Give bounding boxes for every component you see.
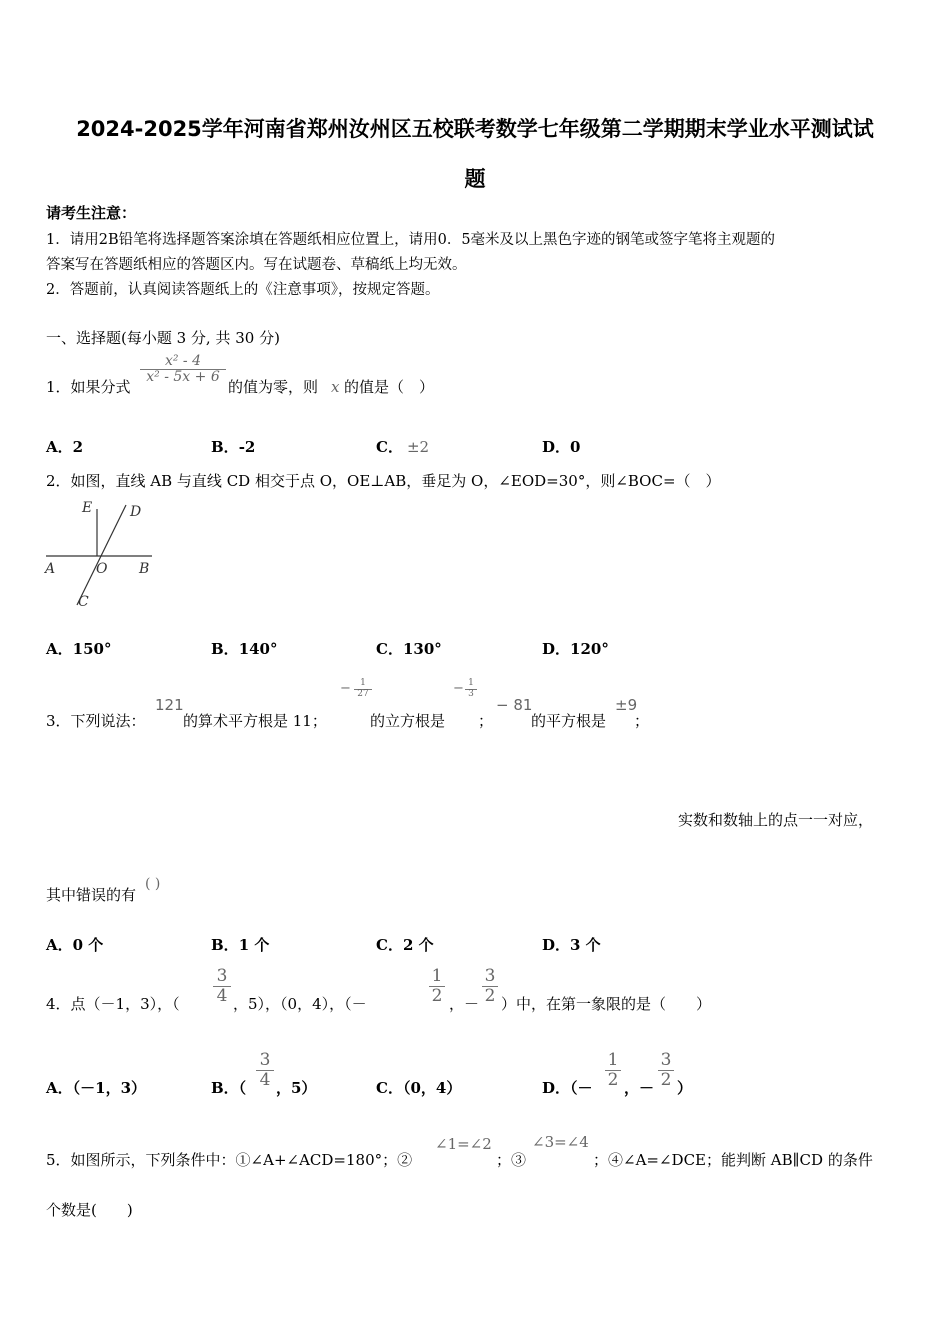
option-value: 0 个	[72, 936, 104, 954]
option-text: A．（－1，3）	[46, 1079, 147, 1097]
q3-pm9: ±9	[615, 696, 638, 714]
frac-den: 2	[660, 1069, 672, 1090]
q3-option-d[interactable]	[542, 934, 601, 955]
option-text-pre: B．（	[211, 1079, 247, 1097]
section-heading: 一、选择题(每小题 3 分, 共 30 分)	[46, 329, 280, 347]
q3-f2-sign: −	[453, 681, 464, 696]
option-label: C．	[376, 936, 403, 954]
q2-figure	[40, 495, 160, 615]
q4-option-d-post	[677, 1077, 692, 1098]
frac-den: 2	[431, 985, 443, 1006]
notice-item1-line1: 1．请用2B铅笔将选择题答案涂填在答题纸相应位置上，请用0．5毫米及以上黑色字迹的钢笔或签字笔将主观题的	[46, 232, 776, 248]
q2-option-c[interactable]	[376, 638, 442, 659]
option-value: 140°	[238, 640, 278, 658]
frac-num: 1	[607, 1050, 619, 1070]
q3-option-a[interactable]	[46, 934, 103, 955]
q1-suffix: 的值是（ ）	[344, 378, 435, 396]
q3-semicolon: ；	[478, 712, 494, 730]
label-c: C	[78, 594, 89, 610]
q4-part2: ，5），（0，4），（－	[233, 995, 367, 1013]
q4-option-b-fraction	[256, 1051, 274, 1089]
q5-cond3: ∠3=∠4	[532, 1133, 589, 1151]
frac-den: 4	[259, 1069, 271, 1090]
frac-den: 2	[484, 985, 496, 1006]
q4-option-d-fraction-1	[605, 1051, 621, 1089]
option-text: C．（0，4）	[376, 1079, 462, 1097]
option-text-mid: ，－	[624, 1079, 655, 1097]
option-label: A．	[46, 438, 73, 456]
option-label: A．	[46, 640, 73, 658]
q2-option-a[interactable]	[46, 638, 111, 659]
option-label: B．	[211, 438, 239, 456]
frac-num: 3	[216, 966, 228, 986]
label-b: B	[139, 561, 150, 577]
q3-semicolon-2: ；	[634, 712, 650, 730]
q1-frac-num: x² - 4	[164, 353, 202, 369]
option-value: 130°	[402, 640, 442, 658]
option-value: 150°	[72, 640, 112, 658]
option-label: C．	[376, 438, 403, 456]
notice-heading: 请考生注意：	[46, 204, 137, 222]
q1-option-c[interactable]	[376, 436, 429, 457]
q3-f1-sign: −	[340, 681, 351, 696]
q5-part2: ；③	[496, 1151, 527, 1169]
q1-mid: 的值为零，则	[228, 378, 319, 396]
frac-num: 1	[360, 678, 366, 688]
q4-fraction-1-2	[429, 967, 445, 1005]
q3-option-c[interactable]	[376, 934, 434, 955]
q2-stem: 2．如图，直线 AB 与直线 CD 相交于点 O，OE⊥AB，垂足为 O，∠EOD=30°，则∠BOC=（ ）	[46, 472, 721, 490]
frac-den: 3	[468, 688, 474, 699]
frac-den: 27	[357, 688, 369, 699]
q4-fraction-3-2	[482, 967, 498, 1005]
q3-line3: 其中错误的有	[46, 886, 137, 904]
option-value: ±2	[406, 438, 430, 456]
q4-part3: ，－	[449, 995, 480, 1013]
q1-option-a[interactable]	[46, 436, 83, 457]
q3-num-neg81: − 81	[496, 696, 533, 714]
notice-item1-line2: 答案写在答题纸相应的答题区内。写在试题卷、草稿纸上均无效。	[46, 257, 467, 273]
exam-title-line2: 题	[464, 167, 486, 191]
frac-num: 3	[484, 966, 496, 986]
option-label: B．	[211, 936, 239, 954]
frac-num: 1	[468, 678, 474, 688]
option-label: A．	[46, 936, 73, 954]
label-e: E	[82, 500, 93, 516]
q4-option-d-mid	[624, 1077, 654, 1098]
q4-option-d-fraction-2	[658, 1051, 674, 1089]
option-label: D．	[542, 438, 571, 456]
q4-option-d[interactable]	[542, 1077, 593, 1098]
option-label: C．	[376, 640, 403, 658]
option-label: D．	[542, 936, 571, 954]
q4-option-b[interactable]	[211, 1077, 246, 1098]
option-value: -2	[238, 438, 256, 456]
q3-paren: ( )	[145, 876, 161, 892]
q3-num-121: 121	[155, 696, 184, 714]
option-label: D．	[542, 640, 571, 658]
q1-fraction	[140, 354, 226, 386]
q1-option-d[interactable]	[542, 436, 580, 457]
option-label: B．	[211, 640, 239, 658]
option-text-post: ，5）	[276, 1079, 317, 1097]
option-value: 1 个	[238, 936, 270, 954]
q5-line2: 个数是( )	[46, 1201, 133, 1219]
frac-num: 3	[259, 1050, 271, 1070]
option-text-post: ）	[677, 1079, 693, 1097]
q3-fraction-1-27	[354, 679, 372, 700]
notice-item2: 2．答题前，认真阅读答题纸上的《注意事项》，按规定答题。	[46, 282, 440, 298]
q1-option-b[interactable]	[211, 436, 255, 457]
q2-option-d[interactable]	[542, 638, 609, 659]
q3-line2: 实数和数轴上的点一一对应，	[678, 811, 874, 829]
frac-den: 2	[607, 1069, 619, 1090]
q2-option-b[interactable]	[211, 638, 278, 659]
q3-text2: 的立方根是	[370, 712, 446, 730]
q1-frac-den: x² - 5x + 6	[146, 369, 220, 386]
q1-prefix: 1．如果分式	[46, 378, 131, 396]
option-value: 2	[72, 438, 84, 456]
q3-option-b[interactable]	[211, 934, 269, 955]
frac-num: 3	[660, 1050, 672, 1070]
q3-text1: 的算术平方根是 11；	[183, 712, 327, 730]
frac-den: 4	[216, 985, 228, 1006]
frac-num: 1	[431, 966, 443, 986]
label-o: O	[96, 561, 108, 577]
option-value: 3 个	[570, 936, 601, 954]
q1-var: x	[331, 378, 340, 396]
label-d: D	[130, 504, 142, 520]
q4-option-c[interactable]	[376, 1077, 461, 1098]
option-text-pre: D．（－	[542, 1079, 593, 1097]
exam-title-line1: 2024-2025学年河南省郑州汝州区五校联考数学七年级第二学期期末学业水平测试试	[76, 117, 874, 141]
q4-part1: 4．点（－1，3），（	[46, 995, 180, 1013]
q3-prefix: 3．下列说法：	[46, 712, 146, 730]
q4-option-b-post	[276, 1077, 316, 1098]
label-a: A	[45, 561, 56, 577]
q4-part4: ）中，在第一象限的是（ ）	[501, 995, 712, 1013]
option-value: 2 个	[402, 936, 434, 954]
option-value: 120°	[570, 640, 609, 658]
option-value: 0	[570, 438, 581, 456]
q5-part1: 5．如图所示，下列条件中：①∠A+∠ACD=180°；②	[46, 1151, 413, 1169]
q4-fraction-3-4	[213, 967, 231, 1005]
q5-cond2: ∠1=∠2	[435, 1135, 492, 1153]
line-cd	[77, 505, 126, 605]
q4-option-a[interactable]	[46, 1077, 146, 1098]
q5-part3: ；④∠A=∠DCE；能判断 AB∥CD 的条件	[593, 1151, 873, 1169]
q3-fraction-1-3	[465, 679, 477, 700]
q3-text3: 的平方根是	[531, 712, 607, 730]
